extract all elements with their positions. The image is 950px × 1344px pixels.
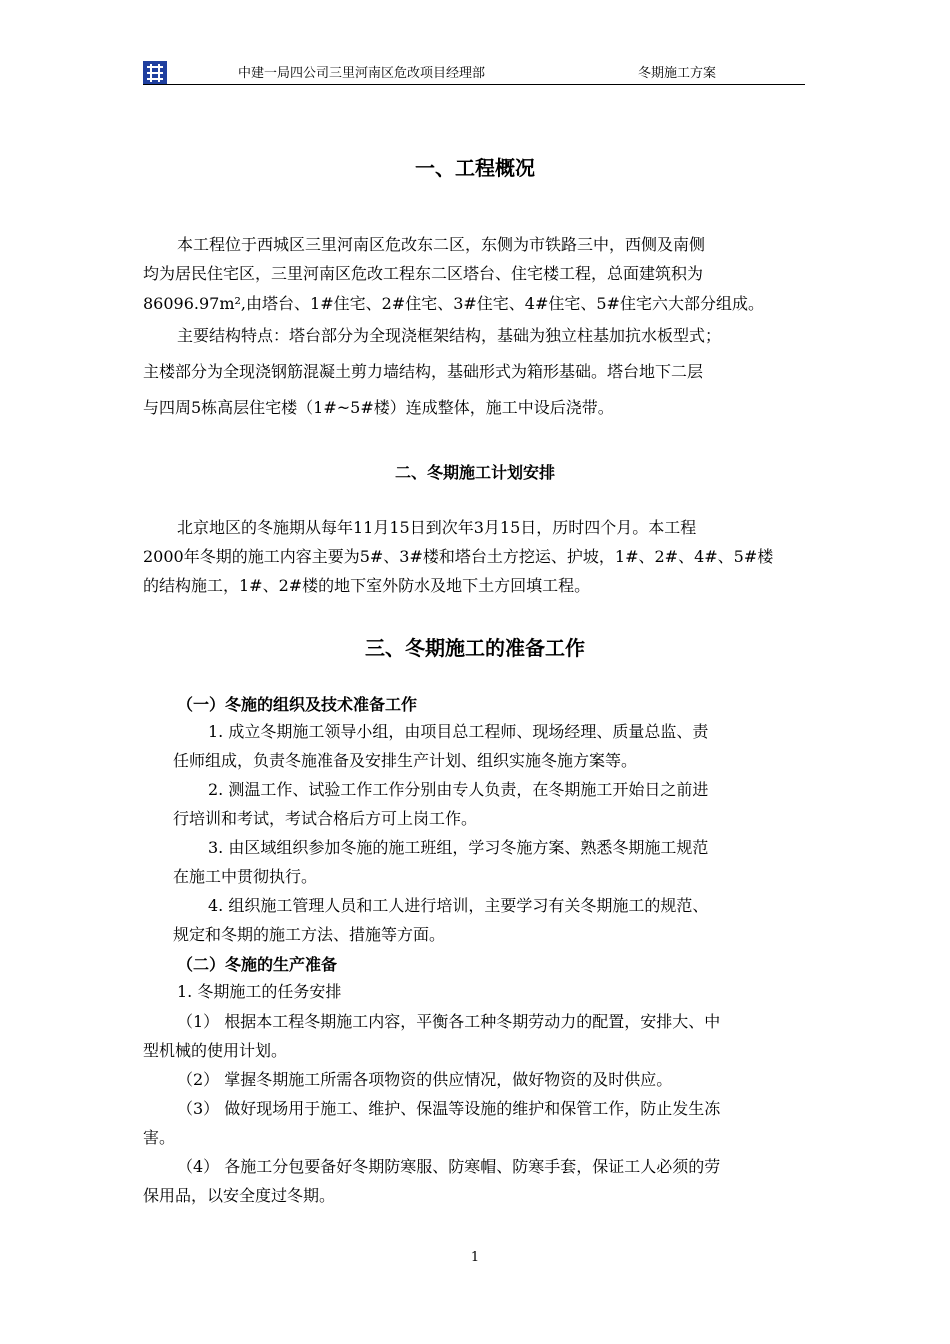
list-item-line: 害。 [143, 1128, 176, 1147]
list-item-line: 规定和冬期的施工方法、措施等方面。 [173, 925, 446, 944]
list-item-line: （4） 各施工分包要备好冬期防寒服、防寒帽、防寒手套，保证工人必须的劳 [177, 1157, 721, 1176]
list-item-line: 行培训和考试，考试合格后方可上岗工作。 [173, 809, 478, 828]
paragraph-line: 86096.97m²,由塔台、1#住宅、2#住宅、3#住宅、4#住宅、5#住宅六大部分组成。 [143, 294, 764, 313]
list-item-line: 3. 由区域组织参加冬施的施工班组，学习冬施方案、熟悉冬期施工规范 [208, 838, 709, 857]
paragraph-line: 北京地区的冬施期从每年11月15日到次年3月15日，历时四个月。本工程 [177, 518, 697, 537]
paragraph-line: 均为居民住宅区，三里河南区危改工程东二区塔台、住宅楼工程，总面建筑积为 [143, 264, 704, 283]
list-item-line: 1. 冬期施工的任务安排 [177, 982, 342, 1001]
paragraph-line: 与四周5栋高层住宅楼（1#~5#楼）连成整体，施工中设后浇带。 [143, 398, 614, 417]
list-item-line: （1） 根据本工程冬期施工内容，平衡各工种冬期劳动力的配置，安排大、中 [177, 1012, 721, 1031]
paragraph-line: 主楼部分为全现浇钢筋混凝土剪力墙结构，基础形式为箱形基础。塔台地下二层 [143, 362, 704, 381]
list-item-line: 型机械的使用计划。 [143, 1041, 288, 1060]
section-3-heading: 三、冬期施工的准备工作 [365, 636, 585, 660]
list-item-line: 保用品，以安全度过冬期。 [143, 1186, 336, 1205]
paragraph-line: 2000年冬期的施工内容主要为5#、3#楼和塔台土方挖运、护坡，1#、2#、4#、5#楼 [143, 547, 774, 566]
list-item-line: 在施工中贯彻执行。 [173, 867, 318, 886]
subsection-1-heading: （一）冬施的组织及技术准备工作 [177, 695, 418, 714]
list-item-line: 4. 组织施工管理人员和工人进行培训，主要学习有关冬期施工的规范、 [208, 896, 709, 915]
list-item-line: （2） 掌握冬期施工所需各项物资的供应情况，做好物资的及时供应。 [177, 1070, 673, 1089]
list-item-line: 1. 成立冬期施工领导小组，由项目总工程师、现场经理、质量总监、责 [208, 722, 709, 741]
header-document-title: 冬期施工方案 [638, 66, 717, 81]
list-item-line: 任师组成，负责冬施准备及安排生产计划、组织实施冬施方案等。 [173, 751, 638, 770]
page-number: 1 [470, 1250, 480, 1265]
paragraph-line: 本工程位于西城区三里河南区危改东二区，东侧为市铁路三中，西侧及南侧 [177, 235, 706, 254]
company-logo-icon [143, 61, 167, 85]
list-item-line: （3） 做好现场用于施工、维护、保温等设施的维护和保管工作，防止发生冻 [177, 1099, 721, 1118]
header-rule [143, 84, 805, 85]
paragraph-line: 主要结构特点：塔台部分为全现浇框架结构，基础为独立柱基加抗水板型式； [177, 326, 722, 345]
subsection-2-heading: （二）冬施的生产准备 [177, 955, 338, 974]
section-1-heading: 一、工程概况 [415, 156, 535, 180]
paragraph-line: 的结构施工，1#、2#楼的地下室外防水及地下土方回填工程。 [143, 576, 591, 595]
header-organization: 中建一局四公司三里河南区危改项目经理部 [238, 66, 486, 81]
list-item-line: 2. 测温工作、试验工作工作分别由专人负责，在冬期施工开始日之前进 [208, 780, 709, 799]
section-2-heading: 二、冬期施工计划安排 [394, 463, 555, 482]
